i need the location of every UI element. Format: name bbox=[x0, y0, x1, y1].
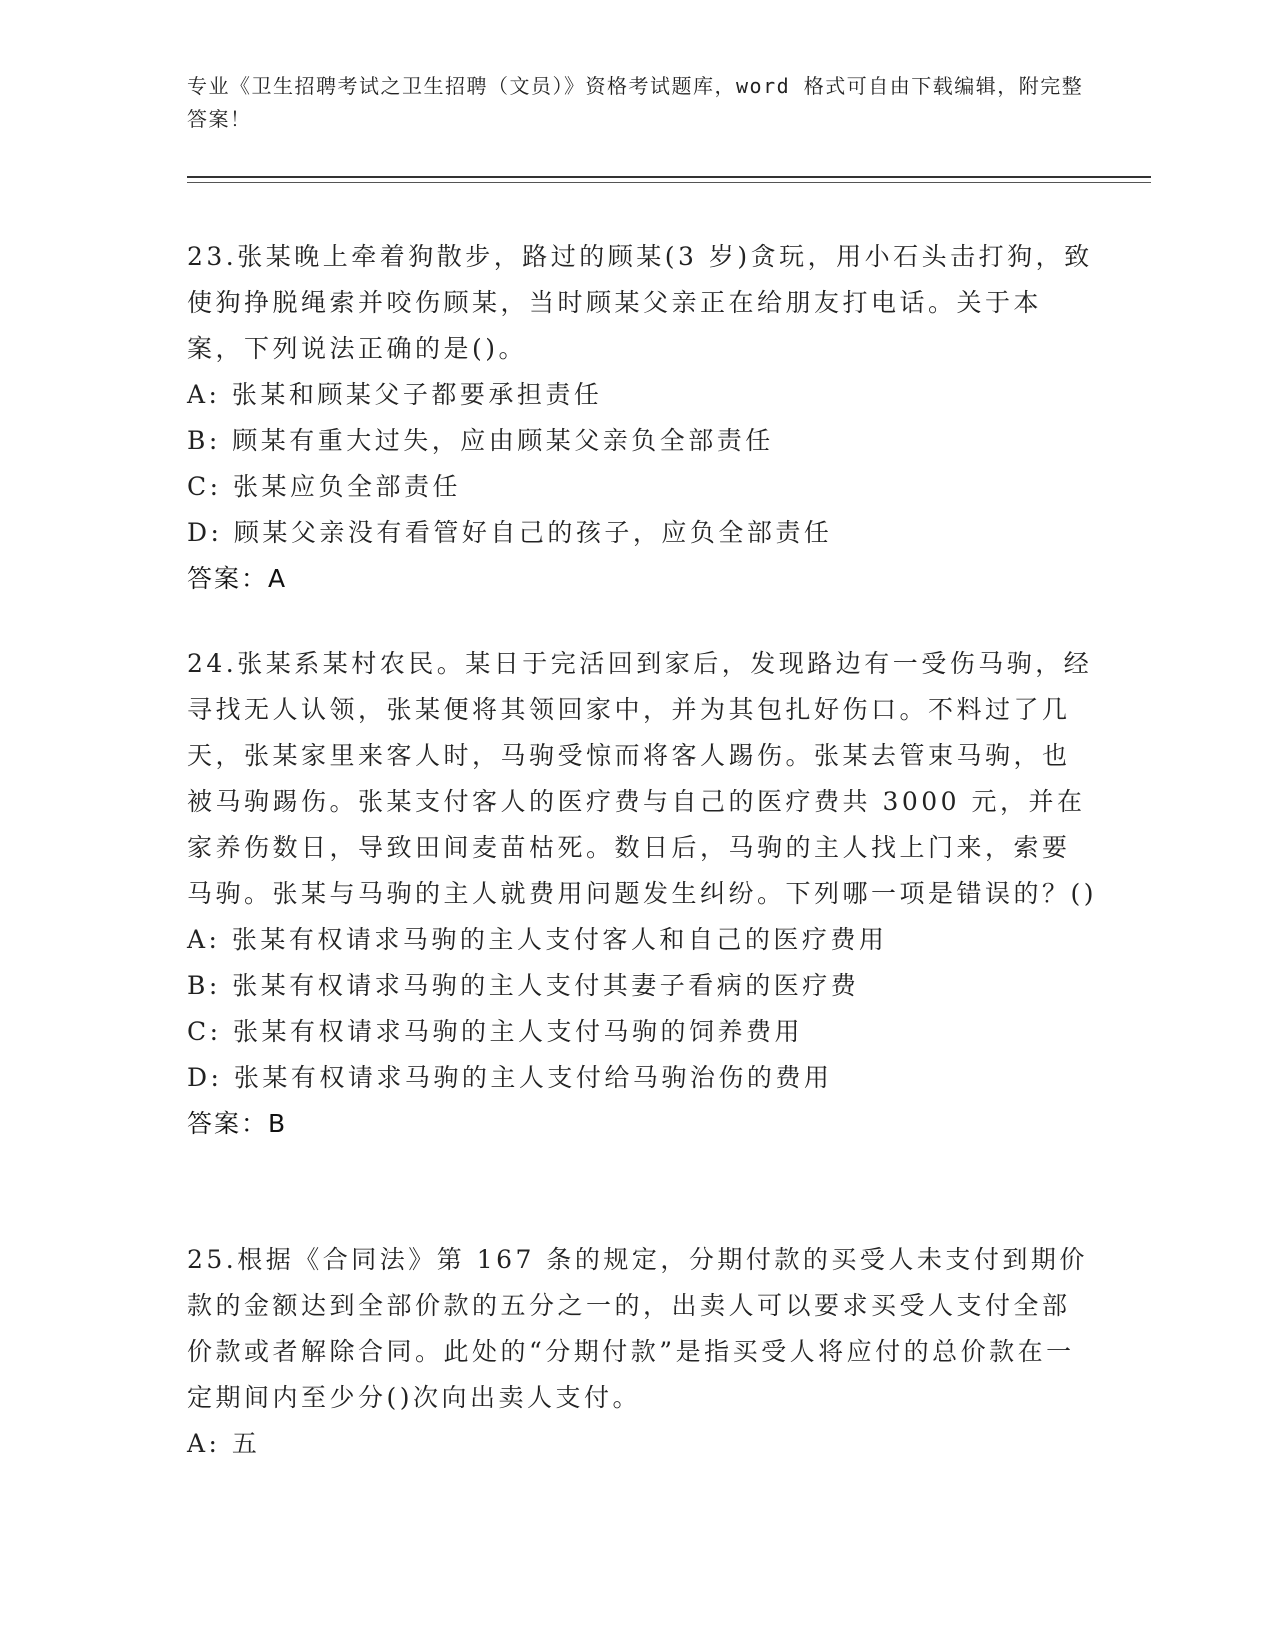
header-divider-thick bbox=[187, 176, 1151, 178]
question-23 bbox=[187, 234, 1097, 602]
option-a: A: 五 bbox=[187, 1429, 261, 1458]
option-a: A: 张某有权请求马驹的主人支付客人和自己的医疗费用 bbox=[187, 925, 888, 954]
option-a: A: 张某和顾某父子都要承担责任 bbox=[187, 380, 603, 409]
question-24 bbox=[187, 641, 1097, 1147]
question-text: 24.张某系某村农民。某日于完活回到家后，发现路边有一受伤马驹，经寻找无人认领，张某便将其领回家中，并为其包扎好伤口。不料过了几天，张某家里来客人时，马驹受惊而将客人踢伤。张某去管束马驹，也被马驹踢伤。张某支付客人的医疗费与自己的医疗费共 3000 元，并在家养伤数日，导致田间麦苗枯死。数日后，马驹的主人找上门来，索要马驹。张某与马驹的主人就费用问题发生纠纷。下列哪一项是错误的？() bbox=[187, 649, 1098, 908]
answer-label: 答案：A bbox=[187, 564, 288, 593]
question-text: 23.张某晚上牵着狗散步，路过的顾某(3 岁)贪玩，用小石头击打狗，致使狗挣脱绳索并咬伤顾某，当时顾某父亲正在给朋友打电话。关于本案，下列说法正确的是()。 bbox=[187, 242, 1093, 363]
document-header: 专业《卫生招聘考试之卫生招聘（文员）》资格考试题库，word 格式可自由下载编辑，附完整答案！ bbox=[187, 74, 1084, 131]
question-25 bbox=[187, 1237, 1097, 1467]
header-divider-thin bbox=[187, 182, 1151, 183]
option-b: B: 顾某有重大过失，应由顾某父亲负全部责任 bbox=[187, 426, 774, 455]
option-b: B: 张某有权请求马驹的主人支付其妻子看病的医疗费 bbox=[187, 971, 860, 1000]
option-d: D: 张某有权请求马驹的主人支付给马驹治伤的费用 bbox=[187, 1063, 833, 1092]
question-text: 25.根据《合同法》第 167 条的规定，分期付款的买受人未支付到期价款的金额达到全部价款的五分之一的，出卖人可以要求买受人支付全部价款或者解除合同。此处的“分期付款”是指买受人将应付的总价款在一定期间内至少分()次向出卖人支付。 bbox=[187, 1245, 1088, 1412]
answer-label: 答案：B bbox=[187, 1109, 288, 1138]
option-d: D: 顾某父亲没有看管好自己的孩子，应负全部责任 bbox=[187, 518, 833, 547]
option-c: C: 张某有权请求马驹的主人支付马驹的饲养费用 bbox=[187, 1017, 803, 1046]
option-c: C: 张某应负全部责任 bbox=[187, 472, 461, 501]
